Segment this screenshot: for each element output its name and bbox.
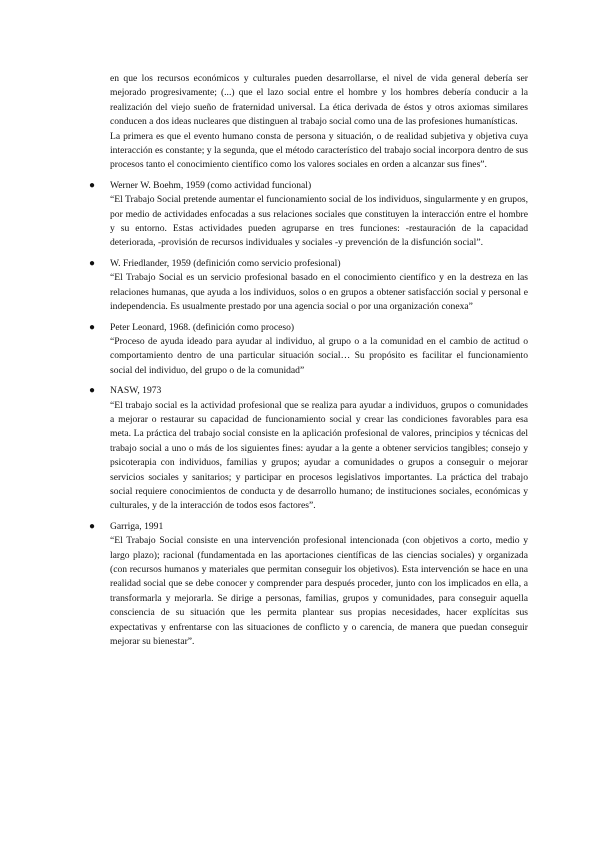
definitions-list	[88, 179, 528, 650]
definition-author: Garriga, 1991	[110, 520, 164, 532]
list-item	[88, 321, 528, 379]
document-body	[88, 72, 528, 655]
list-item	[88, 384, 528, 514]
definition-quote: “El Trabajo Social pretende aumentar el funcionamiento social de los individuos, singularmente y en grupos, por medio de actividades enfocadas a sus relaciones sociales que constituyen la interacción entre el hombre y su entorno. Estas actividades pueden agruparse en tres funciones: -restauración de la capacidad deteriorada, -provisión de recursos individuales y sociales -y prevención de la disfunción social”.	[110, 194, 528, 249]
definition-quote: “Proceso de ayuda ideado para ayudar al individuo, al grupo o a la comunidad en el cambio de actitud o comportamiento dentro de una particular situación social… Su propósito es facilitar el funcionamiento social del individuo, del grupo o de la comunidad”	[110, 335, 528, 376]
bullet-icon: ●	[88, 520, 96, 532]
definition-quote: “El Trabajo Social consiste en una intervención profesional intencionada (con objetivos a corto, medio y largo plazo); racional (fundamentada en las aportaciones científicas de las ciencias sociales) y organizada (con recursos humanos y materiales que permitan conseguir los objetivos). Esta intervención se hace en una realidad social que se debe conocer y comprender para después proceder, junto con los implicados en ella, a transformarla y mejorarla. Se dirige a personas, familias, grupos y comunidades, para conseguir aquella consciencia de su situación que les permita plantear sus propias necesidades, hacer explícitas sus expectativas y enfrentarse con las situaciones de conflicto y o carencia, de manera que puedan conseguir mejorar su bienestar”.	[110, 535, 528, 648]
bullet-icon: ●	[88, 385, 96, 397]
definition-author: W. Friedlander, 1959 (definición como servicio profesional)	[110, 257, 341, 269]
definition-author: Peter Leonard, 1968. (definición como proceso)	[110, 321, 295, 333]
intro-paragraph: La primera es que el evento humano consta de persona y situación, o de realidad subjetiva y objetiva cuya interacción es constante; y la segunda, que el método característico del trabajo social incorpora dentro de sus procesos tanto el conocimiento científico como los valores sociales en orden a alcanzar sus fines”.	[110, 130, 528, 171]
definition-author: Werner W. Boehm, 1959 (como actividad funcional)	[110, 179, 312, 191]
bullet-icon: ●	[88, 321, 96, 333]
definition-quote: “El Trabajo Social es un servicio profesional basado en el conocimiento científico y en la destreza en las relaciones humanas, que ayuda a los individuos, solos o en grupos a obtener satisfacción social y personal e independencia. Es usualmente prestado por una agencia social o por una organización conexa”	[110, 272, 528, 313]
bullet-icon: ●	[88, 179, 96, 191]
list-item	[88, 257, 528, 315]
definition-quote: “El trabajo social es la actividad profesional que se realiza para ayudar a individuos, grupos o comunidades a mejorar o restaurar su capacidad de funcionamiento social y crear las condiciones favorables para esa meta. La práctica del trabajo social consiste en la aplicación profesional de valores, principios y técnicas del trabajo social a uno o más de los siguientes fines: ayudar a la gente a obtener servicios tangibles; consejo y psicoterapia con individuos, familias y grupos; ayudar a comunidades o grupos a conseguir o mejorar servicios sociales y sanitarios; y participar en procesos legislativos importantes. La práctica del trabajo social requiere conocimientos de conducta y de desarrollo humano; de instituciones sociales, económicas y culturales, y de la interacción de todos esos factores”.	[110, 399, 528, 512]
definition-author: NASW, 1973	[110, 385, 162, 397]
bullet-icon: ●	[88, 257, 96, 269]
list-item	[88, 520, 528, 650]
list-item	[88, 179, 528, 251]
intro-paragraph: en que los recursos económicos y culturales pueden desarrollarse, el nivel de vida general debería ser mejorado progresivamente; (...) que el lazo social entre el hombre y los hombres debería conducir a la realización del viejo sueño de fraternidad universal. La ética derivada de éstos y otros axiomas similares conducen a dos ideas nucleares que distinguen al trabajo social como una de las profesiones humanísticas.	[110, 73, 528, 128]
